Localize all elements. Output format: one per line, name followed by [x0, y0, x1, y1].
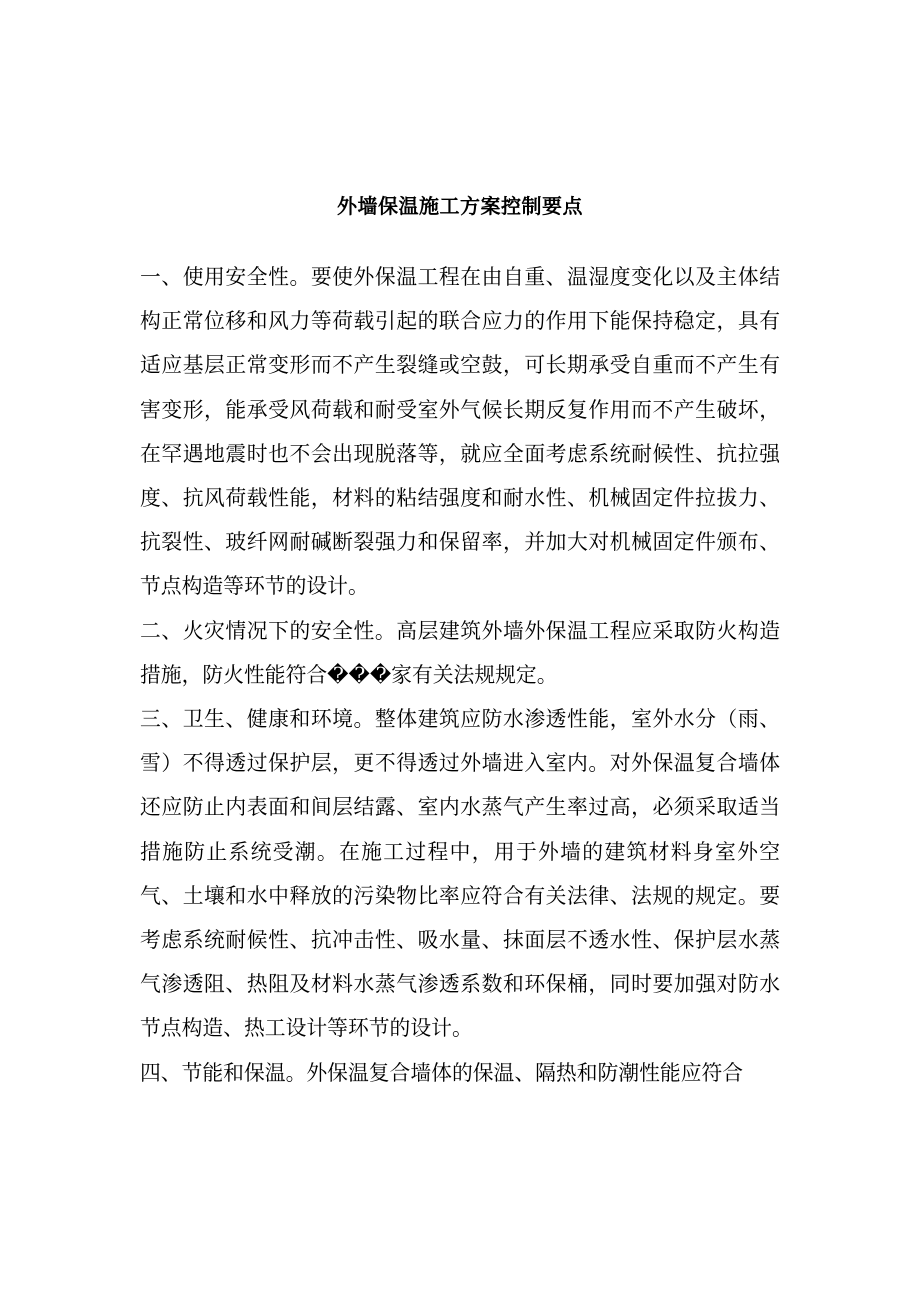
paragraph-safety: 一、使用安全性。要使外保温工程在由自重、温湿度变化以及主体结构正常位移和风力等荷载引起的联合应力的作用下能保持稳定，具有适应基层正常变形而不产生裂缝或空鼓，可长期承受自重而不产生有害变形，能承受风荷载和耐受室外气候长期反复作用而不产生破坏，在罕遇地震时也不会出现脱落等，就应全面考虑系统耐候性、抗拉强度、抗风荷载性能，材料的粘结强度和耐水性、机械固定件拉拔力、抗裂性、玻纤网耐碱断裂强力和保留率，并加大对机械固定件颁布、节点构造等环节的设计。 — [140, 265, 780, 599]
paragraph-health-environment: 三、卫生、健康和环境。整体建筑应防水渗透性能，室外水分（雨、雪）不得透过保护层，更不得透过外墙进入室内。对外保温复合墙体还应防止内表面和间层结露、室内水蒸气产生率过高，必须采取适当措施防止系统受潮。在施工过程中，用于外墙的建筑材料身室外空气、土壤和水中释放的污染物比率应符合有关法律、法规的规定。要考虑系统耐候性、抗冲击性、吸水量、抹面层不透水性、保护层水蒸气渗透阻、热阻及材料水蒸气渗透系数和环保桶，同时要加强对防水节点构造、热工设计等环节的设计。 — [140, 707, 780, 1041]
document-title: 外墙保温施工方案控制要点 — [337, 194, 583, 218]
paragraph-fire-safety: 二、火灾情况下的安全性。高层建筑外墙外保温工程应采取防火构造措施，防火性能符合���家有关法规规定。 — [140, 618, 780, 687]
paragraph-energy-saving: 四、节能和保温。外保温复合墙体的保温、隔热和防潮性能应符合 — [140, 1060, 744, 1085]
document-body — [140, 255, 780, 1095]
